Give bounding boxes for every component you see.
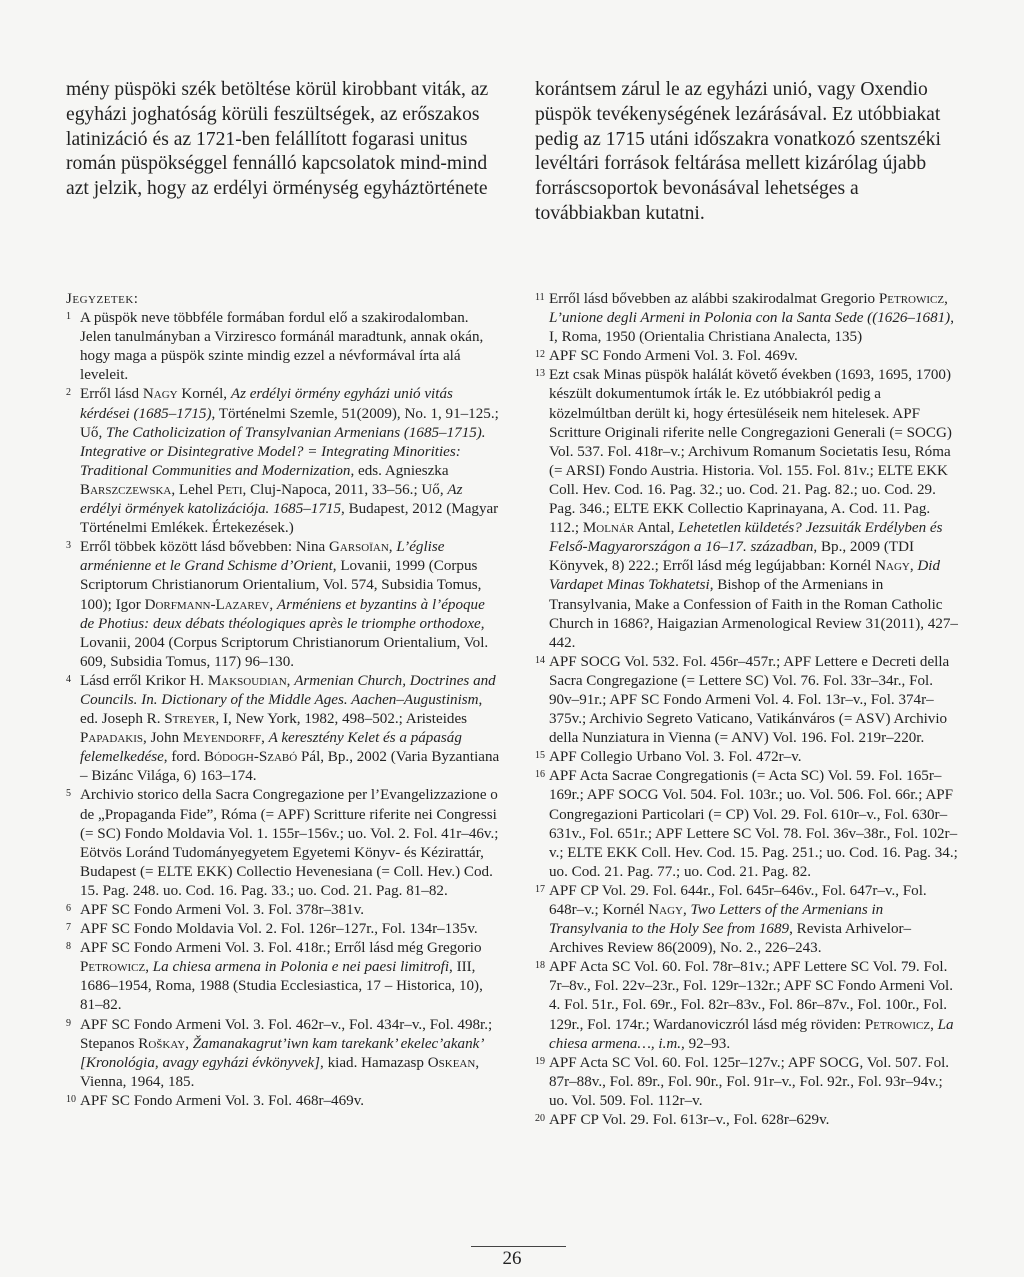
notes-list-right	[535, 290, 963, 1130]
footnote-text: Erről többek között lásd bővebben: Nina Garsoïan, L’église arménienne et le Grand Schisme d’Orient, Lovanii, 1999 (Corpus Scriptorum Christianorum Orientalium, Vol. 574, Subsidia Tomus, 100); Igor Dorfmann-Lazarev, Arméniens et byzantins à l’époque de Photius: deux débats théologiques après le triomphe orthodoxe, Lovanii, 2004 (Corpus Scriptorum Christianorum Orientalium, Vol. 609, Subsidia Tomus, 117) 96–130.	[80, 539, 489, 670]
footnote-7	[66, 920, 502, 939]
footnote-number: 12	[535, 349, 545, 361]
footnote-text: Archivio storico della Sacra Congregazione per l’Evangelizzazione o de „Propaganda Fide”, Róma (= APF) Scritture riferite nei Congressi (= SC) Fondo Moldavia Vol. 1. 155r–156v.; uo. Vol. 2. Fol. 41r–46v.; Eötvös Loránd Tudományegyetem Egyetemi Könyv- és Kézirattár, Budapest (= ELTE EKK) Collectio Hevenesiana (= Coll. Hev.) Cod. 15. Pag. 248. uo. Cod. 16. Pag. 33.; uo. Cod. 21. Pag. 81–82.	[80, 787, 499, 899]
footnote-number: 10	[66, 1093, 76, 1105]
footnote-2	[66, 385, 502, 538]
footnote-11	[535, 290, 963, 347]
footnote-17	[535, 882, 963, 958]
footnote-text: APF CP Vol. 29. Fol. 644r., Fol. 645r–646v., Fol. 647r–v., Fol. 648r–v.; Kornél Nagy, Two Letters of the Armenians in Transylvania to the Holy See from 1689, Revista Arhivelor–Archives Review 86(2009), No. 2., 226–243.	[549, 882, 927, 957]
footnote-number: 11	[535, 292, 545, 303]
footnote-number: 13	[535, 368, 545, 380]
body-column-left	[66, 78, 500, 202]
footnote-text: Erről lásd bővebben az alábbi szakirodalmat Gregorio Petrowicz, L’unione degli Armeni in Polonia con la Santa Sede ((1626–1681), I, Roma, 1950 (Orientalia Christiana Analecta, 135)	[549, 291, 954, 346]
footnote-text: APF SC Fondo Armeni Vol. 3. Fol. 469v.	[549, 348, 798, 365]
footnote-3	[66, 538, 502, 672]
footnote-text: APF CP Vol. 29. Fol. 613r–v., Fol. 628r–629v.	[549, 1112, 830, 1129]
footer-rule	[471, 1246, 566, 1247]
footnote-18	[535, 958, 963, 1053]
footnote-text: A püspök neve többféle formában fordul elő a szakirodalomban. Jelen tanulmányban a Virziresco formánál maradtunk, annak okán, hogy maga a püspök szinte mindig ezzel a névformával írta alá leveleit.	[80, 310, 484, 384]
footnote-6	[66, 901, 502, 920]
footnote-number: 14	[535, 654, 545, 666]
footnote-text: Erről lásd Nagy Kornél, Az erdélyi örmény egyházi unió vitás kérdései (1685–1715), Történelmi Szemle, 51(2009), No. 1, 91–125.; Uő, The Catholicization of Transylvanian Armenians (1685–1715). Integrative or Disintegrative Model? = Integrating Minorities: Traditional Communities and Modernization, eds. Agnieszka Barszczewska, Lehel Peti, Cluj-Napoca, 2011, 33–56.; Uő, Az erdélyi örmények katolizációja. 1685–1715, Budapest, 2012 (Magyar Történelmi Emlékek. Értekezések.)	[80, 386, 499, 537]
page-number: 26	[502, 1248, 522, 1269]
footnote-16	[535, 767, 963, 882]
footnote-14	[535, 653, 963, 748]
footnote-number: 3	[66, 540, 71, 552]
footnote-number: 4	[66, 673, 71, 685]
footnote-10	[66, 1092, 502, 1111]
notes-heading: Jegyzetek:	[66, 291, 139, 307]
footnote-text: APF SC Fondo Armeni Vol. 3. Fol. 418r.; Erről lásd még Gregorio Petrowicz, La chiesa armena in Polonia e nei paesi limitrofi, III, 1686–1954, Roma, 1988 (Studia Ecclesiastica, 17 – Historica, 10), 81–82.	[80, 940, 483, 1014]
footnote-text: APF SC Fondo Moldavia Vol. 2. Fol. 126r–127r., Fol. 134r–135v.	[80, 921, 478, 938]
body-paragraph-left: mény püspöki szék betöltése körül kirobbant viták, az egyházi joghatóság körüli feszültségek, az erőszakos latinizáció és az 1721-ben felállított fogarasi unitus román püspökséggel fennálló kapcsolatok mind-mind azt jelzik, hogy az erdélyi örménység egyháztörténete	[66, 79, 489, 200]
footnote-text: APF Acta SC Vol. 60. Fol. 78r–81v.; APF Lettere SC Vol. 79. Fol. 7r–8v., Fol. 22v–23r., Fol. 129r–132r.; APF SC Fondo Armeni Vol. 4. Fol. 51r., Fol. 69r., Fol. 82r–83v., Fol. 86r–87v., Fol. 100r., Fol. 129r., Fol. 174r.; Wardanoviczról lásd még röviden: Petrowicz, La chiesa armena…, i.m., 92–93.	[549, 959, 954, 1052]
footnote-text: APF SC Fondo Armeni Vol. 3. Fol. 378r–381v.	[80, 902, 365, 918]
body-paragraph-right: korántsem zárul le az egyházi unió, vagy Oxendio püspök tevékenységének lezárásával. Ez utóbbiakat pedig az 1715 utáni időszakra vonatkozó szentszéki levéltári források feltárása mellett kizárólag újabb forráscsoportok bevonásával lehetséges a továbbiakban kutatni.	[535, 79, 941, 224]
footnote-text: Lásd erről Krikor H. Maksoudian, Armenian Church, Doctrines and Councils. In. Dictionary of the Middle Ages. Aachen–Augustinism, ed. Joseph R. Streyer, I, New York, 1982, 498–502.; Aristeides Papadakis, John Meyendorff, A keresztény Kelet és a pápaság felemelkedése, ford. Bódogh-Szabó Pál, Bp., 2002 (Varia Byzantiana – Bizánc Világa, 6) 163–174.	[80, 672, 500, 785]
footnote-number: 16	[535, 769, 545, 781]
footnote-number: 17	[535, 883, 545, 895]
notes-column-left	[66, 290, 502, 1111]
footnote-5	[66, 786, 502, 901]
footnote-text: APF SOCG Vol. 532. Fol. 456r–457r.; APF Lettere e Decreti della Sacra Congregazione (= Lettere SC) Vol. 76. Fol. 33r–34r., Fol. 90v–91r.; APF SC Fondo Armeni Vol. 4. Fol. 13r–v., Fol. 374r–375v.; Archivio Segreto Vaticano, Vatikánváros (= ASV) Archivio della Nunziatura in Vienna (= ANV) Vol. 196. Fol. 219r–220r.	[549, 653, 950, 747]
footnote-number: 2	[66, 387, 71, 399]
footnote-9	[66, 1016, 502, 1092]
footnote-number: 15	[535, 750, 545, 762]
footnote-13	[535, 366, 963, 652]
footnote-number: 1	[66, 311, 71, 323]
footnote-number: 19	[535, 1055, 545, 1067]
notes-list-left	[66, 309, 502, 1111]
footnote-number: 20	[535, 1113, 545, 1125]
footnote-text: APF Acta Sacrae Congregationis (= Acta SC) Vol. 59. Fol. 165r–169r.; APF SOCG Vol. 504. Fol. 103r.; uo. Vol. 506. Fol. 66r.; APF Congregazioni Particolari (= CP) Vol. 29. Fol. 610r–v., Fol. 630r–631v., Fol. 651r.; APF Lettere SC Vol. 78. Fol. 36v–38r., Fol. 102r–v.; ELTE EKK Coll. Hev. Cod. 15. Pag. 251.; uo. Cod. 16. Pag. 34.; uo. Cod. 21. Pag. 77.; uo. Cod. 21. Pag. 82.	[549, 768, 958, 880]
footnote-text: APF SC Fondo Armeni Vol. 3. Fol. 462r–v., Fol. 434r–v., Fol. 498r.; Stepanos Roškay, Žamanakagrut’iwn kam tarekank’ ekelec’akank’ [Kronológia, avagy egyházi évkönyvek], kiad. Hamazasp Oskean, Vienna, 1964, 185.	[80, 1016, 493, 1090]
footnote-number: 5	[66, 788, 71, 800]
footnote-number: 9	[66, 1017, 71, 1029]
footnote-text: APF Collegio Urbano Vol. 3. Fol. 472r–v.	[549, 749, 802, 766]
footnote-12	[535, 347, 963, 366]
footnote-text: Ezt csak Minas püspök halálát követő években (1693, 1695, 1700) készült dokumentumok írták le. Ez utóbbiakról pedig a közelmúltban derült ki, hogy értesüléseik nem hitelesek. APF Scritture Originali riferite nelle Congregazioni Generali (= SOCG) Vol. 537. Fol. 418r–v.; Archivum Romanum Societatis Iesu, Róma (= ARSI) Fondo Austria. Historia. Vol. 155. Fol. 81v.; ELTE EKK Coll. Hev. Cod. 16. Pag. 32.; uo. Cod. 21. Pag. 82.; uo. Cod. 29. Pag. 346.; ELTE EKK Collectio Kaprinayana, A. Cod. 11. Pag. 112.; Molnár Antal, Lehetetlen küldetés? Jezsuiták Erdélyben és Felső-Magyarországon a 16–17. században, Bp., 2009 (TDI Könyvek, 8) 222.; Erről lásd még legújabban: Kornél Nagy, Did Vardapet Minas Tokhatetsi, Bishop of the Armenians in Transylvania, Make a Confession of Faith in the Roman Catholic Church in 1686?, Haigazian Armenological Review 31(2011), 427–442.	[549, 367, 958, 651]
footnote-text: APF SC Fondo Armeni Vol. 3. Fol. 468r–469v.	[80, 1092, 365, 1109]
body-column-right	[535, 78, 960, 227]
footnote-number: 18	[535, 960, 545, 972]
footnote-number: 6	[66, 903, 71, 914]
footnote-1	[66, 309, 502, 385]
footnote-text: APF Acta SC Vol. 60. Fol. 125r–127v.; APF SOCG, Vol. 507. Fol. 87r–88v., Fol. 89r., Fol. 90r., Fol. 91r–v., Fol. 92r., Fol. 93r–94v.; uo. Vol. 509. Fol. 112r–v.	[549, 1054, 950, 1109]
footnote-8	[66, 939, 502, 1015]
footnote-number: 8	[66, 941, 71, 953]
notes-column-right	[535, 290, 963, 1130]
footnote-19	[535, 1054, 963, 1111]
footnote-20	[535, 1111, 963, 1130]
footnote-4	[66, 672, 502, 787]
footnote-15	[535, 748, 963, 767]
footnote-number: 7	[66, 922, 71, 934]
